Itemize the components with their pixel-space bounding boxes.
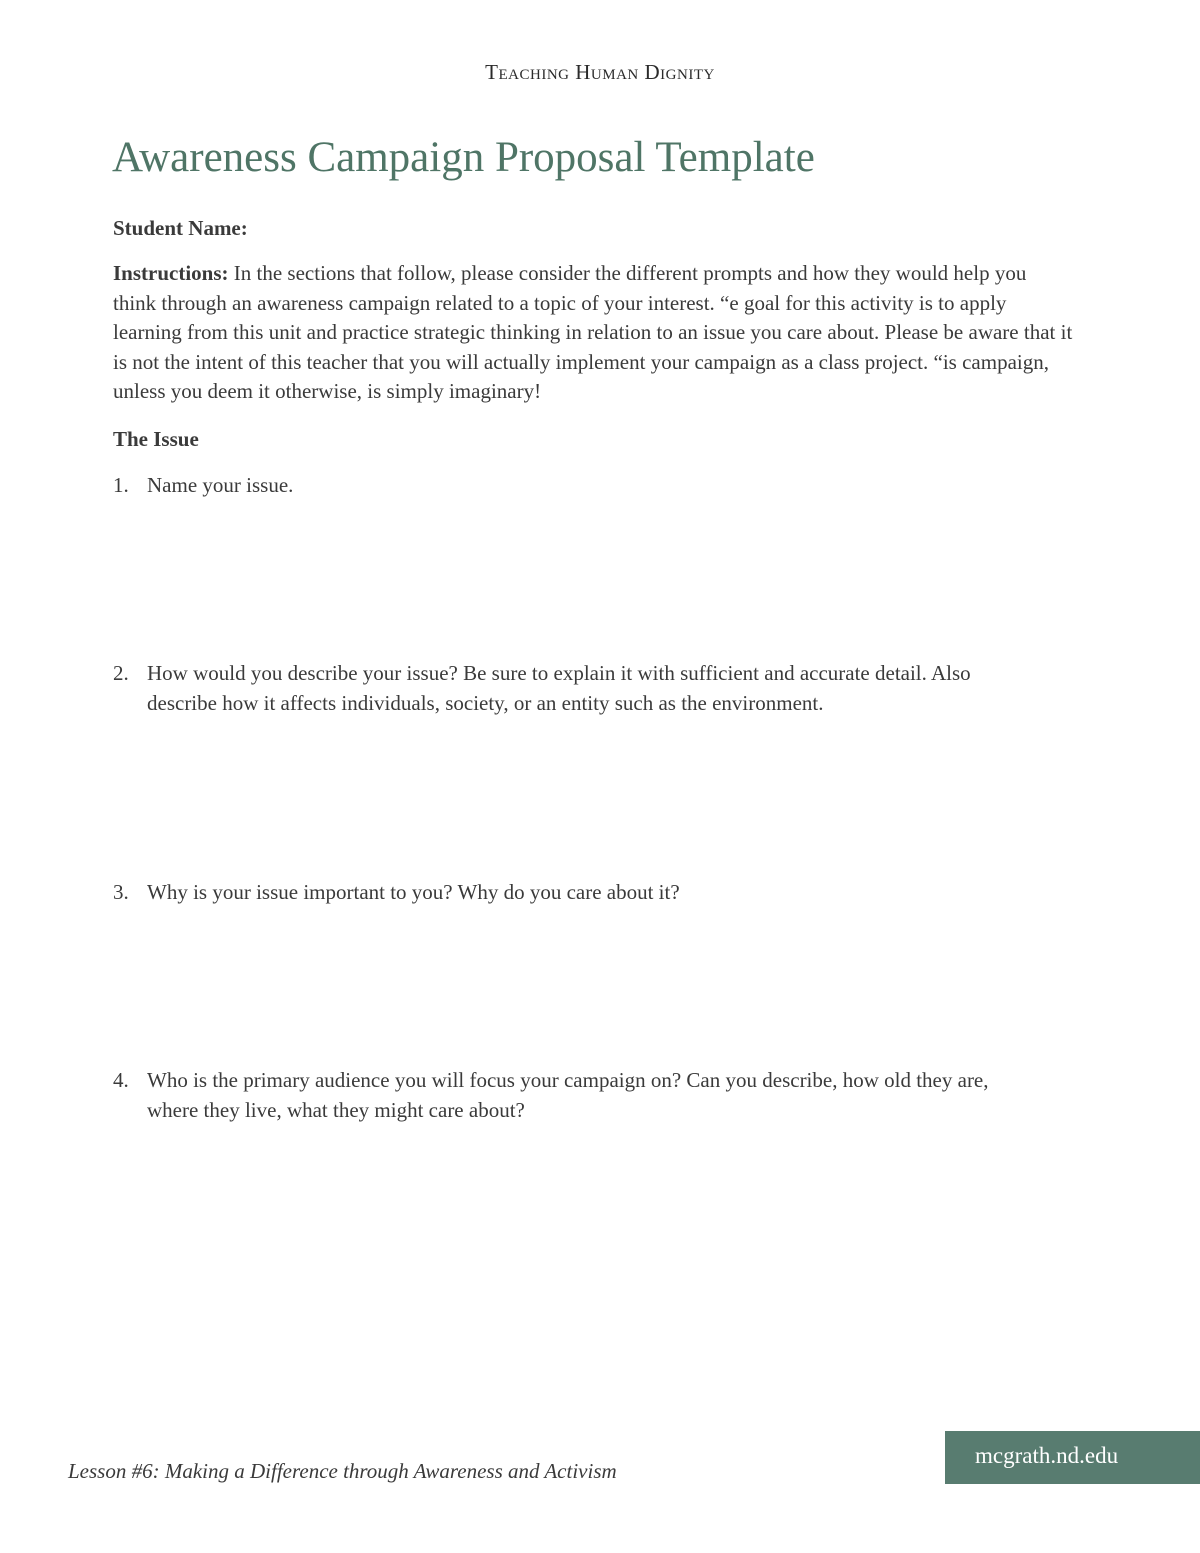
question-text: Name your issue. [147, 473, 294, 497]
footer-website-badge: mcgrath.nd.edu [945, 1431, 1200, 1484]
question-item [113, 471, 1073, 501]
question-item [113, 878, 1073, 908]
footer-lesson-title: Lesson #6: Making a Difference through Awareness and Activism [68, 1459, 617, 1483]
question-text: How would you describe your issue? Be sure to explain it with sufficient and accurate detail. Also describe how it affects individuals, society, or an entity such as the environment. [147, 661, 971, 715]
instructions-text: In the sections that follow, please consider the different prompts and how they would help you think through an awareness campaign related to a topic of your interest. “e goal for this activity is to apply learning from this unit and practice strategic thinking in relation to an issue you care about. Please be aware that it is not the intent of this teacher that you will actually implement your campaign as a class project. “is campaign, unless you deem it otherwise, is simply imaginary! [113, 261, 1073, 403]
question-text: Why is your issue important to you? Why do you care about it? [147, 880, 680, 904]
question-item [113, 659, 1073, 718]
instructions-label: Instructions: [113, 261, 229, 285]
question-number: 2. [113, 661, 129, 685]
instructions-paragraph [113, 259, 1073, 407]
question-number: 4. [113, 1068, 129, 1092]
running-header: Teaching Human Dignity [485, 60, 715, 84]
question-item [113, 1066, 1073, 1125]
question-text: Who is the primary audience you will focus your campaign on? Can you describe, how old they are, where they live, what they might care about? [147, 1068, 989, 1122]
question-number: 1. [113, 473, 129, 497]
student-name-label: Student Name: [113, 216, 248, 240]
question-number: 3. [113, 880, 129, 904]
page-title: Awareness Campaign Proposal Template [112, 134, 815, 181]
section-heading: The Issue [113, 427, 199, 451]
